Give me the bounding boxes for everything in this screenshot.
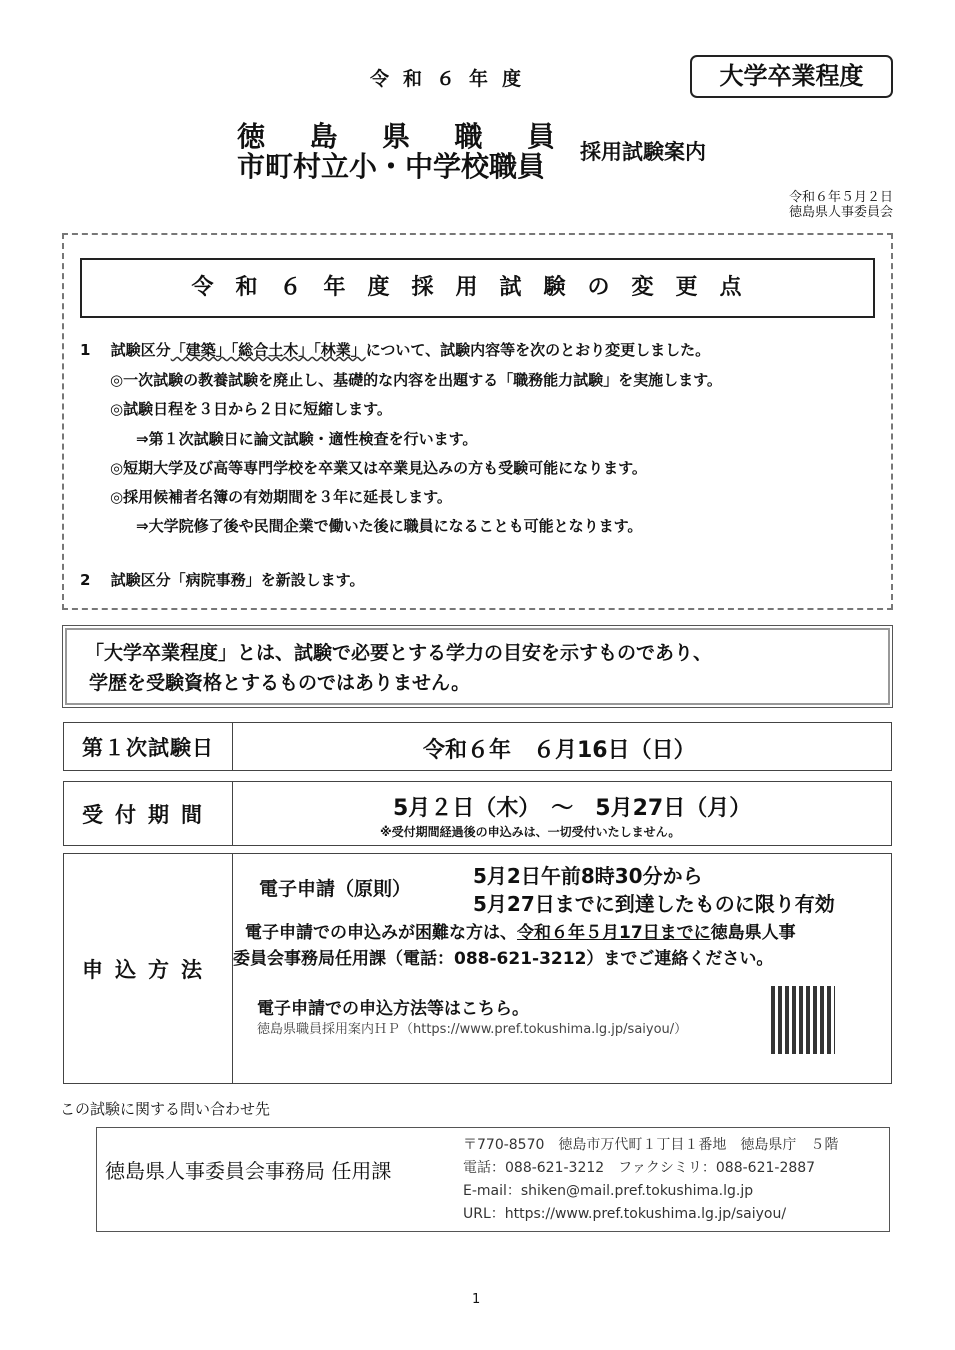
- level-badge: 大学卒業程度: [690, 55, 893, 98]
- contact-details: [463, 1134, 838, 1226]
- note-line1: 「大学卒業程度」とは、試験で必要とする学力の目安を示すものであり、: [85, 642, 713, 664]
- item-suffix: について、試験内容等を次のとおり変更しました。: [365, 341, 711, 359]
- deadline: 令和６年５月17日までに: [517, 923, 711, 943]
- method-cell: [233, 854, 891, 1083]
- change-item-1: [80, 339, 710, 360]
- issuer: 徳島県人事委員会: [788, 205, 893, 220]
- item-number: 2: [80, 571, 91, 589]
- subtitle: 採用試験案内: [580, 140, 706, 164]
- period-note: ※受付期間経過後の申込みは、一切受付いたしません。: [380, 825, 681, 839]
- contact-email[interactable]: E-mail：shiken@mail.pref.tokushima.lg.jp: [463, 1183, 754, 1199]
- qr-code-icon[interactable]: [771, 986, 835, 1054]
- exam-date-value: 令和６年 ６月16日（日）: [423, 738, 696, 763]
- bullet: ⇒大学院修了後や民間企業で働いた後に職員になることも可能となります。: [136, 517, 643, 535]
- period-row: [63, 781, 892, 846]
- exam-date-label: 第１次試験日: [64, 723, 233, 770]
- bullet: ◎短期大学及び高等専門学校を卒業又は卒業見込みの方も受験可能になります。: [110, 459, 647, 477]
- changes-heading: 令和６年度採用試験の変更点: [80, 258, 875, 318]
- howto-link[interactable]: 徳島県職員採用案内ＨＰ（https://www.pref.tokushima.lg.jp/saiyou/）: [257, 1022, 688, 1037]
- contact-box: [96, 1127, 890, 1232]
- issue-info: [789, 190, 893, 220]
- contact-heading: この試験に関する問い合わせ先: [60, 1100, 271, 1118]
- bullet: ◎採用候補者名簿の有効期間を３年に延長します。: [110, 488, 452, 506]
- contact-url[interactable]: URL：https://www.pref.tokushima.lg.jp/saiyou/: [463, 1206, 787, 1222]
- item-text: 試験区分「病院事務」を新設します。: [110, 571, 365, 589]
- method-row: [63, 853, 892, 1084]
- title-line1: 徳島県職員: [237, 120, 555, 153]
- text: 徳島県人事: [710, 923, 796, 943]
- fiscal-year: 令和６年度: [370, 68, 536, 90]
- period-value: 5月２日（木） ～ 5月27日（月）: [393, 796, 752, 821]
- changes-box: [62, 233, 893, 610]
- contact-address: 〒770-8570 徳島市万代町１丁目１番地 徳島県庁 ５階: [463, 1137, 839, 1153]
- method-label: 申込方法: [64, 854, 233, 1083]
- difficult-line2: 委員会事務局任用課（電話：088-621-3212）までご連絡ください。: [233, 949, 774, 969]
- page-number: 1: [472, 1292, 481, 1307]
- contact-phone: 電話：088-621-3212 ファクシミリ：088-621-2887: [463, 1160, 816, 1176]
- period-label: 受付期間: [64, 782, 233, 845]
- bullet: ⇒第１次試験日に論文試験・適性検査を行います。: [136, 430, 478, 448]
- online-period-end: 5月27日までに到達したものに限り有効: [473, 892, 835, 916]
- online-period-start: 5月2日午前8時30分から: [473, 864, 703, 888]
- online-label: 電子申請（原則）: [259, 878, 412, 900]
- howto-text: 電子申請での申込方法等はこちら。: [257, 999, 529, 1019]
- item-categories: 「建築」「総合土木」「林業」: [170, 341, 366, 359]
- exam-date-cell: [233, 723, 891, 770]
- title-line2: 市町村立小・中学校職員: [237, 150, 546, 183]
- period-cell: [233, 782, 891, 845]
- note-line2: 学歴を受験資格とするものではありません。: [89, 672, 471, 694]
- issue-date: 令和６年５月２日: [788, 190, 893, 205]
- change-item-2: [80, 569, 364, 590]
- difficult-line1: [245, 918, 796, 943]
- level-note: [62, 625, 893, 708]
- item-prefix: 試験区分: [110, 341, 171, 359]
- contact-org: 徳島県人事委員会事務局 任用課: [105, 1159, 392, 1183]
- bullet: ◎試験日程を３日から２日に短縮します。: [110, 400, 392, 418]
- exam-date-row: [63, 722, 892, 771]
- item-number: 1: [80, 341, 91, 359]
- text: 電子申請での申込みが困難な方は、: [245, 923, 517, 943]
- bullet: ◎一次試験の教養試験を廃止し、基礎的な内容を出題する「職務能力試験」を実施します。: [110, 371, 722, 389]
